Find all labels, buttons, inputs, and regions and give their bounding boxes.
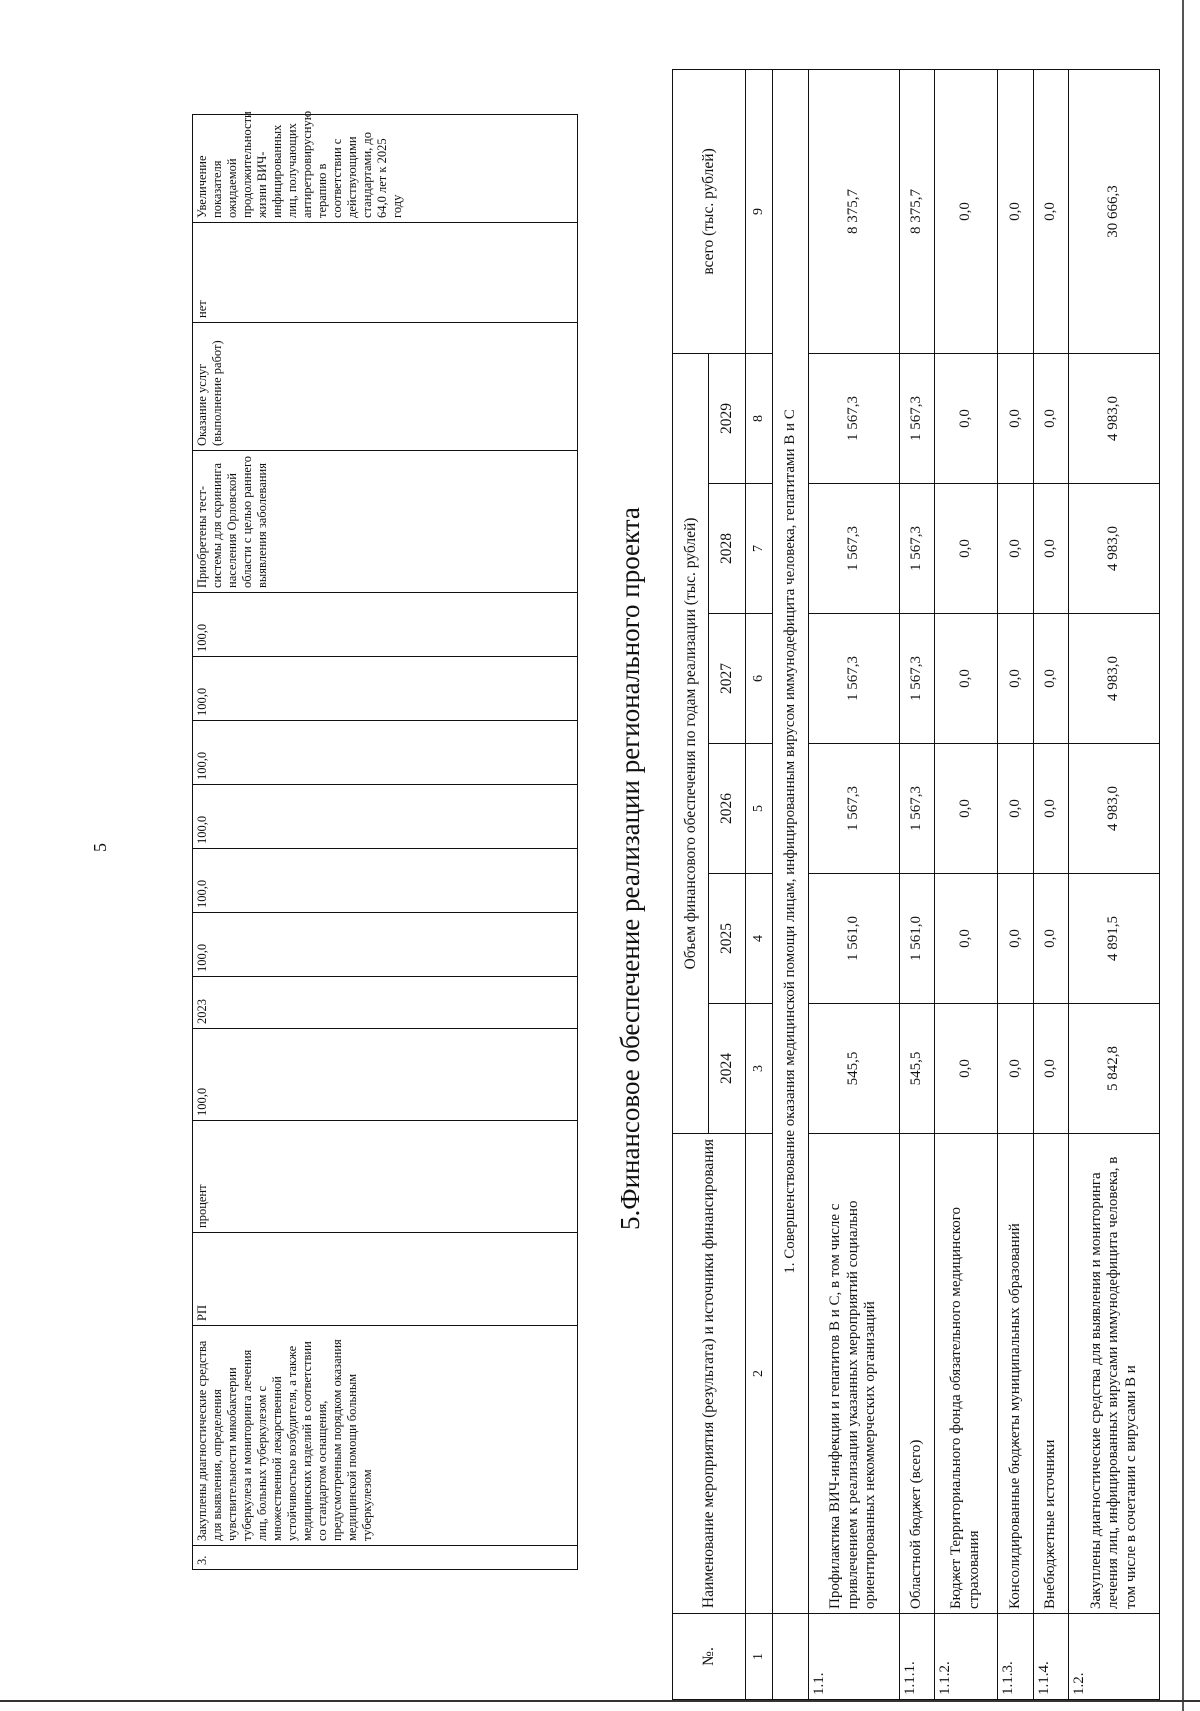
row-value: 0,0 <box>998 614 1033 744</box>
column-number: 4 <box>745 874 772 1004</box>
header-year: 2029 <box>709 353 745 483</box>
section-heading: 5.Финансовое обеспечение реализации регионального проекта <box>615 507 645 1230</box>
row-total: 8 375,7 <box>808 69 899 353</box>
row-value: 1 567,3 <box>899 614 934 744</box>
row-total: 8 375,7 <box>899 69 934 353</box>
row-value: 4 983,0 <box>1069 484 1160 614</box>
page-number: 5 <box>90 843 110 852</box>
row-value: 0,0 <box>998 353 1033 483</box>
header-year: 2026 <box>709 744 745 874</box>
row-value: 5 842,8 <box>1069 1004 1160 1134</box>
row-value: 545,5 <box>808 1004 899 1134</box>
row-value: 0,0 <box>1033 874 1068 1004</box>
table-row <box>1069 69 1160 1699</box>
row-type: Оказание услуг (выполнение работ) <box>193 323 578 451</box>
indicators-table-continuation <box>192 110 578 1570</box>
table-row <box>934 69 997 1699</box>
row-total: 30 666,3 <box>1069 69 1160 353</box>
table-row <box>899 69 934 1699</box>
row-value: 1 567,3 <box>899 744 934 874</box>
row-name: Закуплены диагностические средства для выявления, определения чувствительности микобактерии туберкулеза и мониторинга лечения лиц, больных туберкулезом с множественной лекарственной устойчивостью возбудителя, а также медицинских изделий в соответствии со стандартом оснащения, предусмотренным порядком оказания медицинской помощи больным туберкулезом <box>193 1326 578 1546</box>
row-index: 1.1.1. <box>899 1614 934 1700</box>
row-value: 4 983,0 <box>1069 744 1160 874</box>
row-value: 100,0 <box>193 913 578 977</box>
section-spacer <box>773 1614 808 1700</box>
row-value: 0,0 <box>998 1004 1033 1134</box>
column-numbers-row <box>745 69 772 1699</box>
row-name: Консолидированные бюджеты муниципальных образований <box>998 1134 1033 1614</box>
row-index: 1.2. <box>1069 1614 1160 1700</box>
row-value: 0,0 <box>998 744 1033 874</box>
row-value: 4 891,5 <box>1069 874 1160 1004</box>
column-number: 1 <box>745 1614 772 1700</box>
page-border <box>1182 0 1184 1711</box>
row-effect: Увеличение показателя ожидаемой продолжительности жизни ВИЧ-инфицированных лиц, получающих антиретровирусную терапию в соответствии с действующими стандартами, до 64,0 лет к 2025 году <box>193 115 578 223</box>
column-number: 5 <box>745 744 772 874</box>
row-value: 0,0 <box>934 614 997 744</box>
row-value: 0,0 <box>1033 353 1068 483</box>
row-total: 0,0 <box>1033 69 1068 353</box>
row-value: 0,0 <box>998 874 1033 1004</box>
row-value: 545,5 <box>899 1004 934 1134</box>
row-value: 1 561,0 <box>808 874 899 1004</box>
section-title: 1. Совершенствование оказания медицинской помощи лицам, инфицированным вирусом иммунодефицита человека, гепатитами В и С <box>773 69 808 1613</box>
row-value: 0,0 <box>934 353 997 483</box>
column-number: 6 <box>745 614 772 744</box>
row-flag: нет <box>193 223 578 323</box>
row-value: 4 983,0 <box>1069 353 1160 483</box>
row-value: 0,0 <box>934 874 997 1004</box>
header-total: всего (тыс. рублей) <box>673 69 746 353</box>
table-row <box>1033 69 1068 1699</box>
row-value: 0,0 <box>1033 1004 1068 1134</box>
row-value: 0,0 <box>1033 614 1068 744</box>
column-number: 3 <box>745 1004 772 1134</box>
table-row <box>193 115 578 1570</box>
row-name: Закуплены диагностические средства для выявления и мониторинга лечения лиц, инфицированных вирусами иммунодефицита человека, в том числе в сочетании с вирусами В и <box>1069 1134 1160 1614</box>
row-total: 0,0 <box>934 69 997 353</box>
row-value: 0,0 <box>934 484 997 614</box>
header-year: 2024 <box>709 1004 745 1134</box>
row-value: 0,0 <box>1033 744 1068 874</box>
section-row <box>773 69 808 1699</box>
row-value: 4 983,0 <box>1069 614 1160 744</box>
row-value: 100,0 <box>193 657 578 721</box>
column-number: 2 <box>745 1134 772 1614</box>
row-index: 1.1. <box>808 1614 899 1700</box>
row-base-value: 100,0 <box>193 1029 578 1121</box>
row-value: 100,0 <box>193 593 578 657</box>
row-value: 0,0 <box>934 1004 997 1134</box>
row-index: 1.1.4. <box>1033 1614 1068 1700</box>
row-value: 1 567,3 <box>808 744 899 874</box>
table-row <box>808 69 899 1699</box>
row-value: 1 567,3 <box>899 484 934 614</box>
row-name: Профилактика ВИЧ-инфекции и гепатитов В и С, в том числе с привлечением к реализации указанных мероприятий социально ориентированных некоммерческих организаций <box>808 1134 899 1614</box>
column-number: 7 <box>745 484 772 614</box>
row-value: 0,0 <box>934 744 997 874</box>
column-number: 8 <box>745 353 772 483</box>
table-header-row <box>673 69 709 1699</box>
page-border <box>0 1700 1200 1702</box>
row-value: 1 567,3 <box>808 484 899 614</box>
column-number: 9 <box>745 69 772 353</box>
row-index: 3. <box>193 1546 578 1570</box>
row-index: 1.1.3. <box>998 1614 1033 1700</box>
header-year: 2027 <box>709 614 745 744</box>
financing-table <box>672 70 1160 1700</box>
row-base-year: 2023 <box>193 977 578 1029</box>
row-value: 0,0 <box>1033 484 1068 614</box>
row-name: Бюджет Территориального фонда обязательного медицинского страхования <box>934 1134 997 1614</box>
row-value: 100,0 <box>193 721 578 785</box>
row-name: Внебюджетные источники <box>1033 1134 1068 1614</box>
row-index: 1.1.2. <box>934 1614 997 1700</box>
header-name: Наименование мероприятия (результата) и источники финансирования <box>673 1134 746 1614</box>
row-value: 1 567,3 <box>808 353 899 483</box>
row-value: 100,0 <box>193 849 578 913</box>
row-value: 1 561,0 <box>899 874 934 1004</box>
row-result: Приобретены тест-системы для скрининга населения Орловской области с целью раннего выявления заболевания <box>193 451 578 593</box>
header-volume: Объем финансового обеспечения по годам реализации (тыс. рублей) <box>673 353 709 1133</box>
row-value: 100,0 <box>193 785 578 849</box>
row-level: РП <box>193 1233 578 1326</box>
row-value: 1 567,3 <box>899 353 934 483</box>
row-value: 1 567,3 <box>808 614 899 744</box>
header-year: 2025 <box>709 874 745 1004</box>
row-total: 0,0 <box>998 69 1033 353</box>
header-year: 2028 <box>709 484 745 614</box>
row-unit: процент <box>193 1121 578 1233</box>
row-value: 0,0 <box>998 484 1033 614</box>
table-row <box>998 69 1033 1699</box>
row-name: Областной бюджет (всего) <box>899 1134 934 1614</box>
header-num: №. <box>673 1614 746 1700</box>
